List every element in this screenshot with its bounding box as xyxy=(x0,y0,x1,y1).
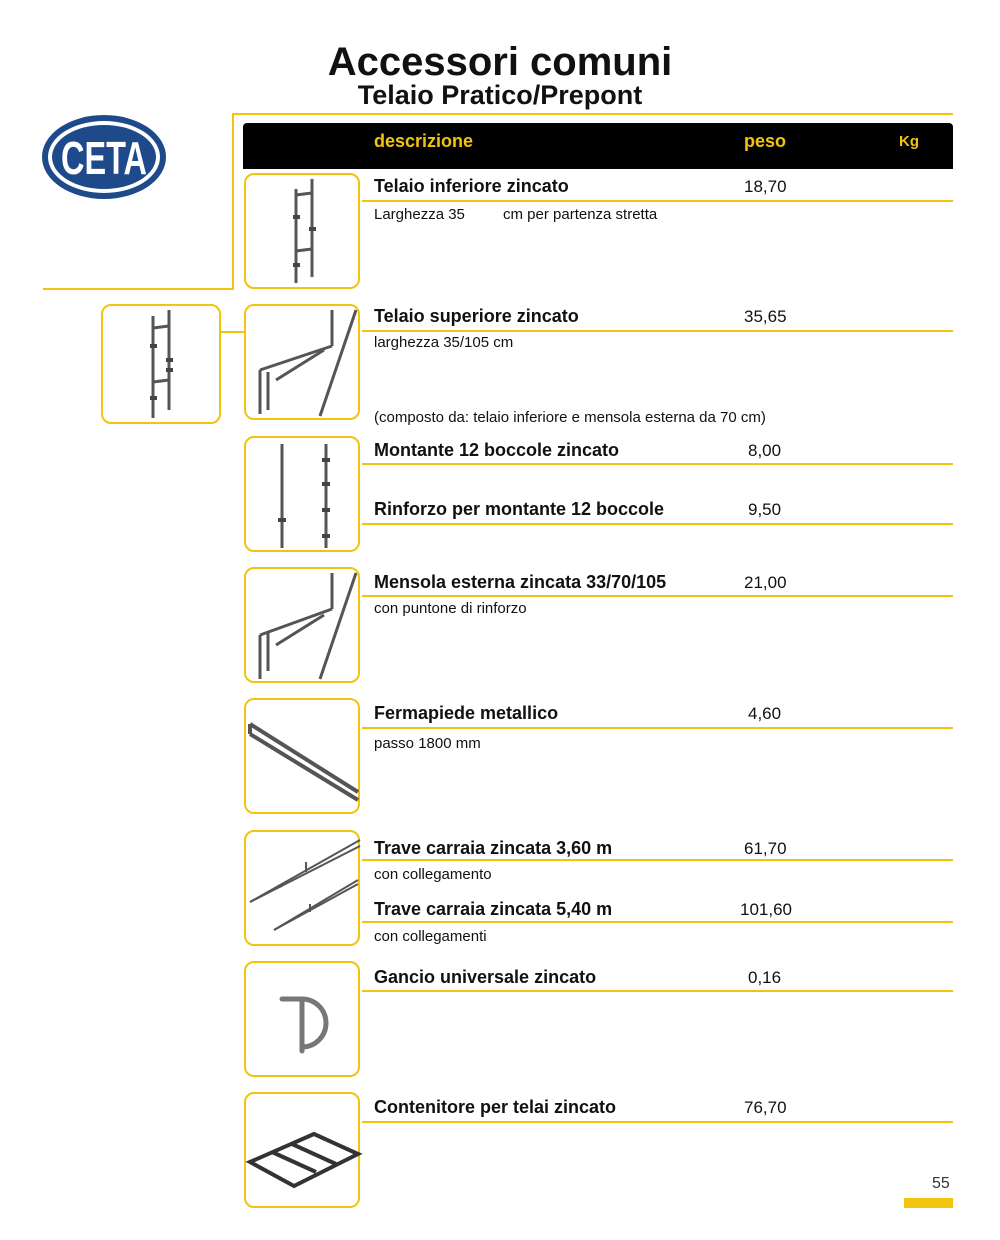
item-desc: larghezza 35/105 cm xyxy=(374,334,514,351)
item-desc: con collegamento xyxy=(374,866,492,883)
frame-line-left xyxy=(232,113,234,290)
item-name: Trave carraia zincata 3,60 m xyxy=(374,838,613,858)
item-desc: Larghezza 35 xyxy=(374,206,465,223)
row-line xyxy=(362,523,953,525)
column-header-weight: peso xyxy=(744,131,787,151)
container-image xyxy=(244,1092,360,1208)
item-name: Telaio superiore zincato xyxy=(374,306,579,326)
page-number-bar xyxy=(904,1198,953,1208)
item-name: Fermapiede metallico xyxy=(374,703,559,723)
item-weight: 9,50 xyxy=(748,500,782,519)
bracket-image xyxy=(244,567,360,683)
item-weight: 61,70 xyxy=(744,839,787,858)
row-line xyxy=(362,200,953,202)
post-image xyxy=(244,436,360,552)
item-weight: 8,00 xyxy=(748,441,782,460)
frame-lower-image xyxy=(244,173,360,289)
frame-line-top xyxy=(233,113,953,115)
row-line xyxy=(362,859,953,861)
item-note: (composto da: telaio inferiore e mensola esterna da 70 cm) xyxy=(374,409,766,426)
row-line xyxy=(362,1121,953,1123)
item-desc: con puntone di rinforzo xyxy=(374,600,527,617)
item-desc: cm per partenza stretta xyxy=(503,206,658,223)
column-header-unit: Kg xyxy=(899,133,919,150)
svg-text:CETA: CETA xyxy=(61,132,147,184)
toeboard-image xyxy=(244,698,360,814)
item-weight: 101,60 xyxy=(740,900,792,919)
item-name: Mensola esterna zincata 33/70/105 xyxy=(374,572,667,592)
row-line xyxy=(362,330,953,332)
item-weight: 21,00 xyxy=(744,573,787,592)
item-weight: 18,70 xyxy=(744,177,787,196)
hook-image xyxy=(244,961,360,1077)
page-subtitle: Telaio Pratico/Prepont xyxy=(357,80,643,110)
item-weight: 4,60 xyxy=(748,704,782,723)
beam-image xyxy=(244,830,360,946)
item-name: Montante 12 boccole zincato xyxy=(374,440,620,460)
connector-line xyxy=(220,331,244,333)
column-header-description: descrizione xyxy=(374,131,474,151)
item-name: Trave carraia zincata 5,40 m xyxy=(374,899,613,919)
item-desc: con collegamenti xyxy=(374,928,487,945)
frame-lower-image xyxy=(101,304,221,424)
row-line xyxy=(362,463,953,465)
frame-line-bottom xyxy=(43,288,234,290)
ceta-logo xyxy=(40,113,170,203)
row-line xyxy=(362,727,953,729)
row-line xyxy=(362,990,953,992)
item-weight: 35,65 xyxy=(744,307,787,326)
item-name: Contenitore per telai zincato xyxy=(374,1097,617,1117)
item-desc: passo 1800 mm xyxy=(374,735,481,752)
table-header xyxy=(243,123,953,169)
item-weight: 76,70 xyxy=(744,1098,787,1117)
item-name: Rinforzo per montante 12 boccole xyxy=(374,499,665,519)
item-weight: 0,16 xyxy=(748,968,782,987)
row-line xyxy=(362,595,953,597)
row-line xyxy=(362,921,953,923)
item-name: Gancio universale zincato xyxy=(374,967,597,987)
item-name: Telaio inferiore zincato xyxy=(374,176,569,196)
page-title: Accessori comuni xyxy=(327,40,673,84)
page-number: 55 xyxy=(932,1175,950,1192)
frame-upper-image xyxy=(244,304,360,420)
